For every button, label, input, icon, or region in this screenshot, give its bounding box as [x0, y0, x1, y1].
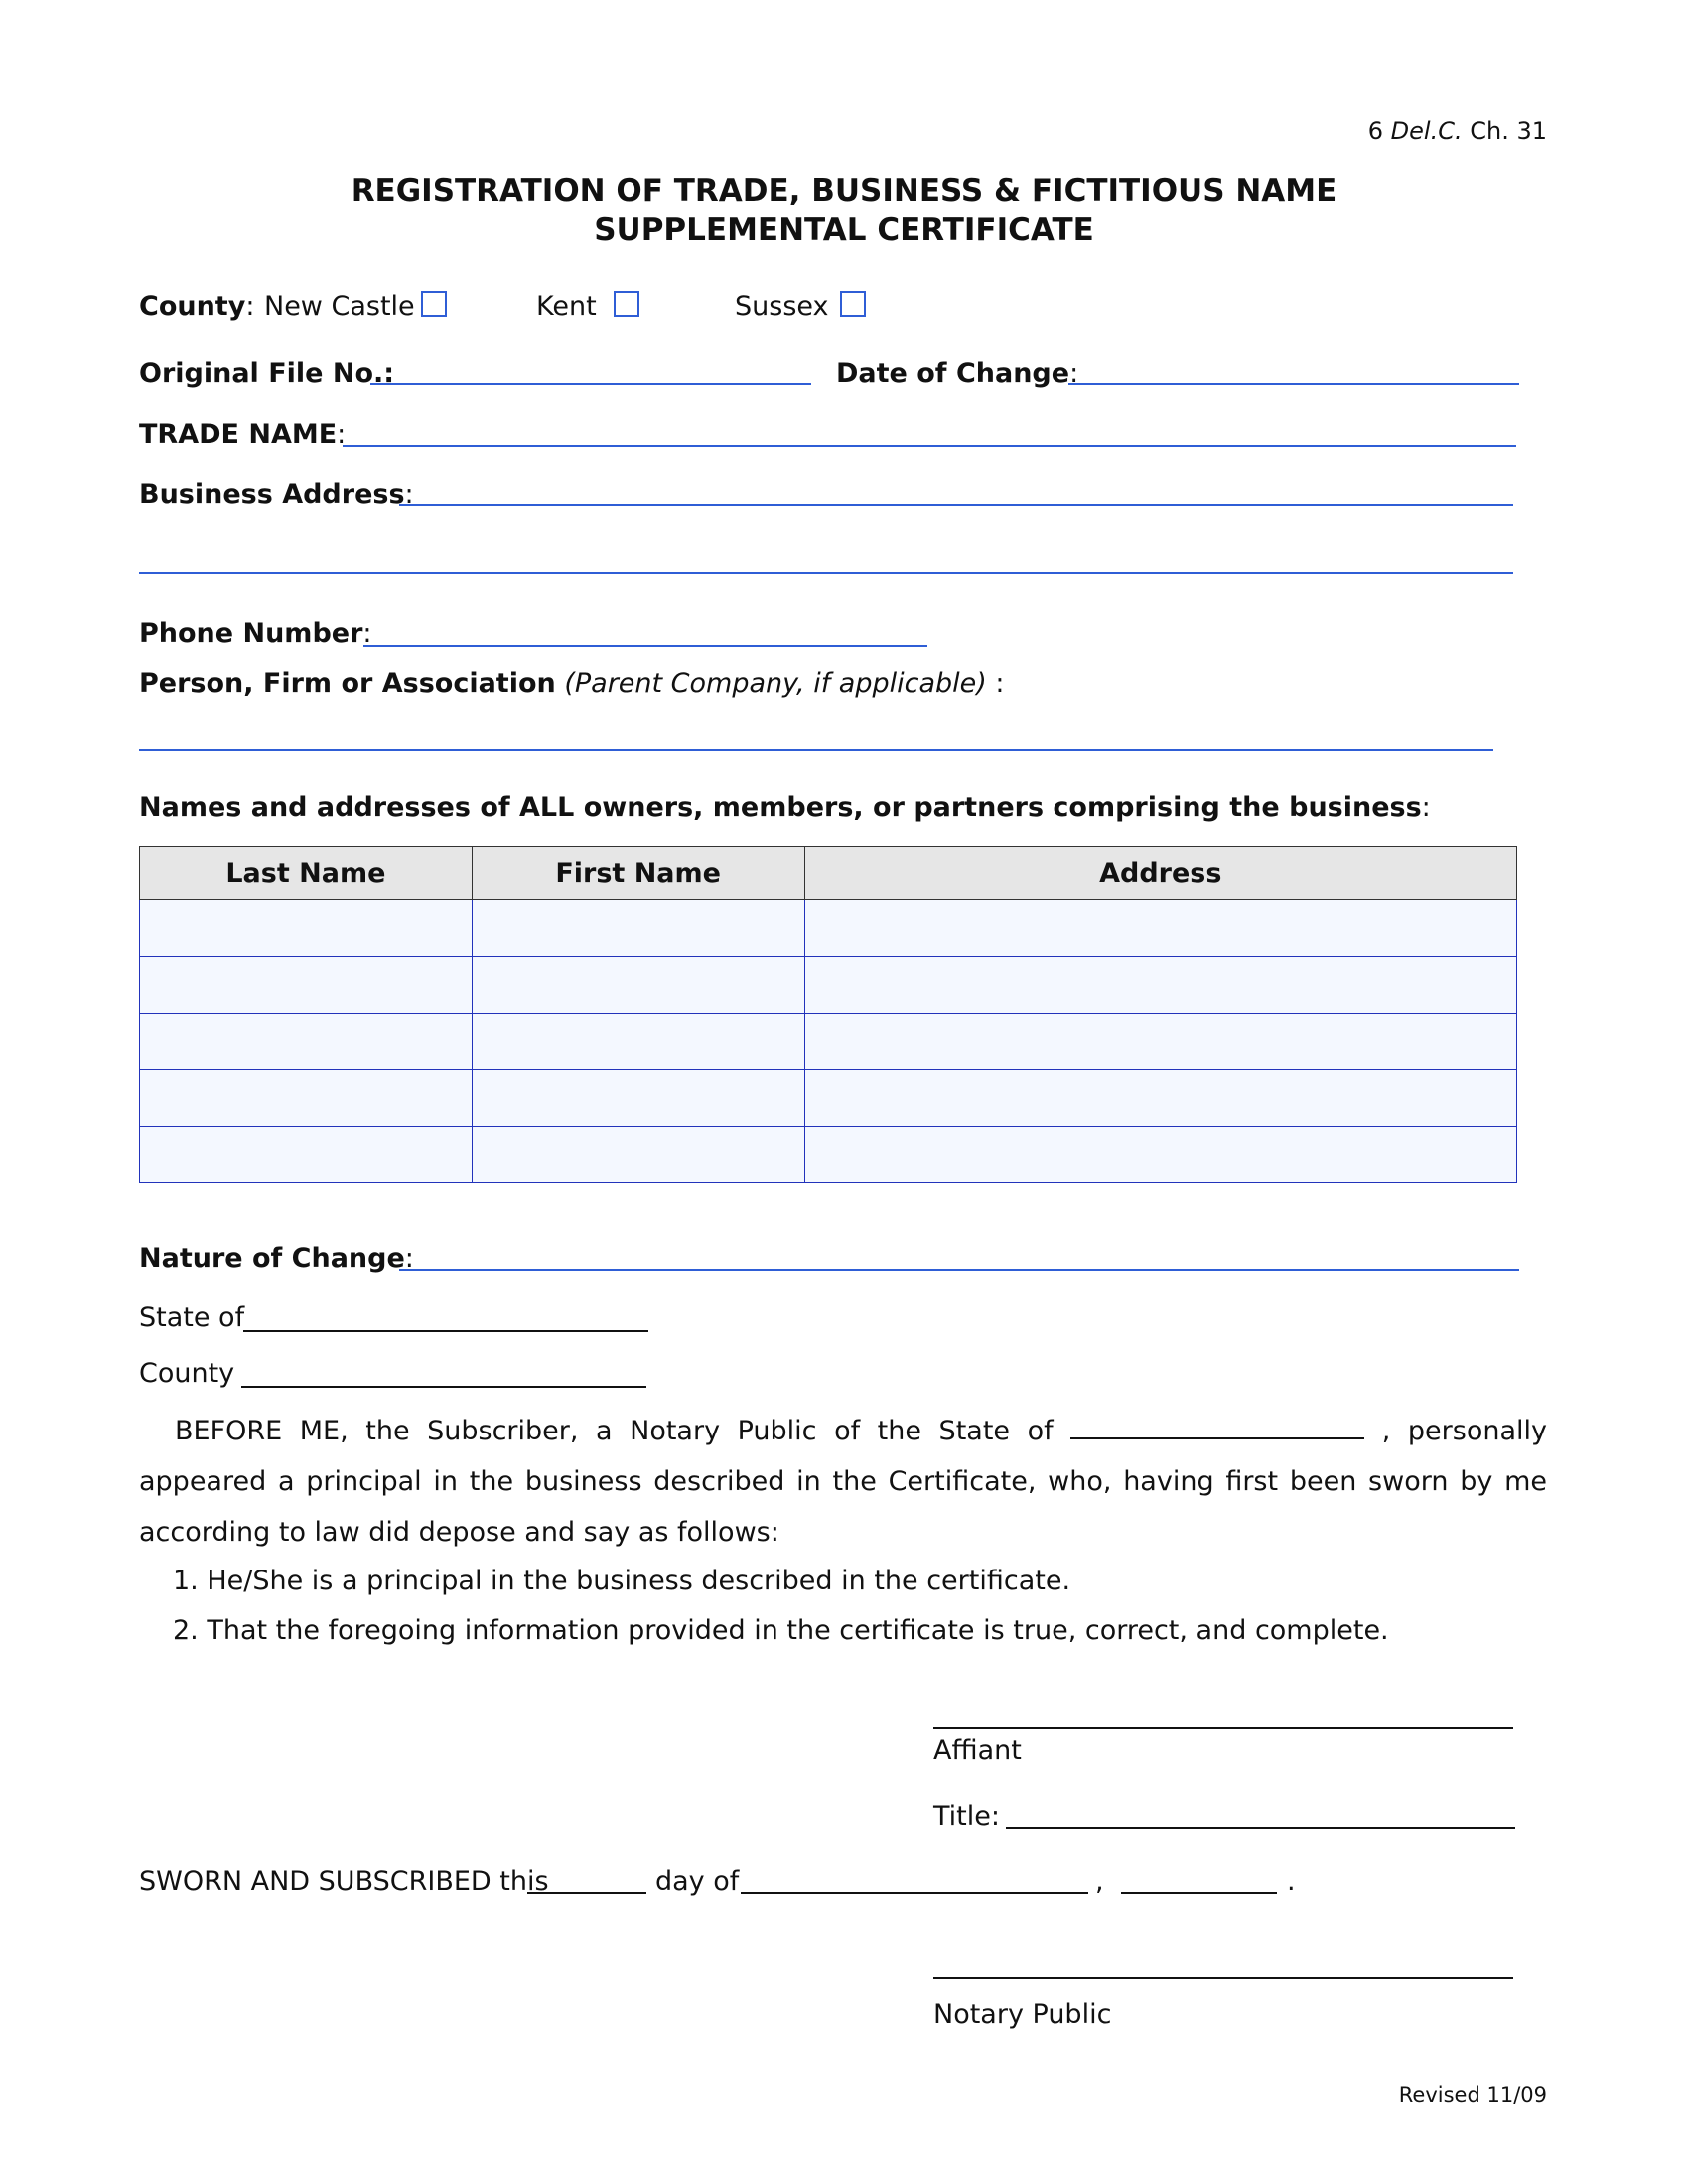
column-address: Address: [804, 847, 1516, 900]
checkbox-new-castle[interactable]: [421, 291, 447, 317]
first-name-cell[interactable]: [472, 1070, 804, 1127]
county-option-kent-label: Kent: [536, 291, 597, 322]
last-name-cell[interactable]: [140, 1014, 473, 1070]
business-address-field-line-1[interactable]: [399, 504, 1513, 506]
address-cell[interactable]: [804, 1127, 1516, 1183]
affiant-label: Affiant: [933, 1735, 1022, 1766]
business-address-label: Business Address:: [139, 479, 414, 510]
notary-county-field[interactable]: [241, 1386, 646, 1388]
nature-of-change-label: Nature of Change:: [139, 1243, 414, 1274]
sworn-year-field[interactable]: [1121, 1892, 1277, 1894]
address-cell[interactable]: [804, 900, 1516, 957]
column-last-name: Last Name: [140, 847, 473, 900]
person-firm-field[interactable]: [139, 749, 1493, 751]
owners-table: [139, 846, 1517, 1183]
notary-county-label: County: [139, 1358, 235, 1389]
checkbox-kent[interactable]: [614, 291, 639, 317]
address-cell[interactable]: [804, 957, 1516, 1014]
last-name-cell[interactable]: [140, 900, 473, 957]
first-name-cell[interactable]: [472, 1127, 804, 1183]
sworn-label: SWORN AND SUBSCRIBED this: [139, 1866, 549, 1897]
sworn-month-field[interactable]: [741, 1892, 1088, 1894]
person-firm-label: Person, Firm or Association (Parent Company, if applicable) :: [139, 668, 1005, 699]
table-row: [140, 957, 1517, 1014]
statement-item-2: 2. That the foregoing information provided in the certificate is true, correct, and complete.: [173, 1615, 1389, 1646]
citation-number: 6: [1367, 117, 1384, 145]
owners-heading: Names and addresses of ALL owners, members, or partners comprising the business:: [139, 792, 1431, 823]
notary-paragraph: [139, 1406, 1547, 1558]
sworn-period: .: [1287, 1866, 1296, 1897]
original-file-no-label: Original File No.:: [139, 358, 395, 389]
last-name-cell[interactable]: [140, 957, 473, 1014]
table-row: [140, 1014, 1517, 1070]
notary-state-field[interactable]: [1070, 1416, 1364, 1439]
phone-number-field[interactable]: [363, 645, 927, 647]
state-of-label: State of: [139, 1302, 245, 1333]
revised-date: Revised 11/09: [1398, 2083, 1547, 2107]
affiant-signature-field[interactable]: [933, 1727, 1513, 1729]
title-field[interactable]: [1006, 1827, 1515, 1829]
nature-of-change-field[interactable]: [399, 1269, 1519, 1271]
day-of-label: day of: [655, 1866, 740, 1897]
original-file-no-field[interactable]: [370, 383, 811, 385]
citation-chapter: Ch. 31: [1470, 117, 1547, 145]
county-option-sussex-label: Sussex: [735, 291, 829, 322]
checkbox-sussex[interactable]: [840, 291, 866, 317]
trade-name-field[interactable]: [343, 445, 1516, 447]
address-cell[interactable]: [804, 1014, 1516, 1070]
address-cell[interactable]: [804, 1070, 1516, 1127]
notary-paragraph-start: BEFORE ME, the Subscriber, a Notary Public of the State of: [175, 1416, 1054, 1446]
phone-number-label: Phone Number:: [139, 618, 372, 649]
first-name-cell[interactable]: [472, 957, 804, 1014]
last-name-cell[interactable]: [140, 1070, 473, 1127]
statement-item-1: 1. He/She is a principal in the business described in the certificate.: [173, 1566, 1071, 1596]
notary-public-label: Notary Public: [933, 1999, 1112, 2030]
state-of-field[interactable]: [243, 1330, 648, 1332]
citation-code: Del.C.: [1390, 117, 1463, 145]
sworn-day-field[interactable]: [527, 1892, 646, 1894]
title-line-1: REGISTRATION OF TRADE, BUSINESS & FICTITIOUS NAME: [351, 173, 1337, 208]
statute-citation: [1368, 117, 1547, 145]
business-address-field-line-2[interactable]: [139, 572, 1513, 574]
title-line-2: SUPPLEMENTAL CERTIFICATE: [594, 212, 1094, 248]
table-row: [140, 1070, 1517, 1127]
last-name-cell[interactable]: [140, 1127, 473, 1183]
first-name-cell[interactable]: [472, 1014, 804, 1070]
first-name-cell[interactable]: [472, 900, 804, 957]
county-option-new-castle-label: New Castle: [264, 291, 415, 322]
owners-table-header: [140, 847, 1517, 900]
date-of-change-label: Date of Change:: [836, 358, 1079, 389]
sworn-comma: ,: [1095, 1866, 1104, 1897]
date-of-change-field[interactable]: [1068, 383, 1519, 385]
table-row: [140, 900, 1517, 957]
trade-name-label: TRADE NAME:: [139, 419, 347, 450]
title-label: Title:: [933, 1801, 1000, 1832]
notary-signature-field[interactable]: [933, 1977, 1513, 1979]
table-row: [140, 1127, 1517, 1183]
notary-paragraph-end: , personally appeared a principal in the business described in the Certificate, who, having first been sworn by me according to law did depose and say as follows:: [139, 1416, 1547, 1548]
column-first-name: First Name: [472, 847, 804, 900]
county-label: County:: [139, 291, 255, 322]
page-title: [0, 171, 1688, 250]
